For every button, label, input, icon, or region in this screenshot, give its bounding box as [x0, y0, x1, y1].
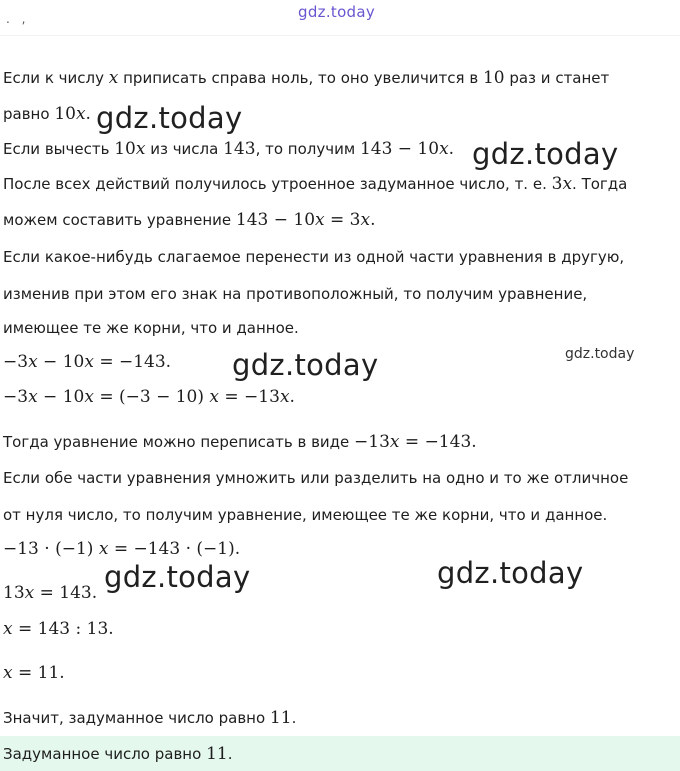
watermark: gdz.today	[437, 556, 584, 590]
watermark: gdz.today	[472, 137, 619, 171]
answer-box	[0, 736, 680, 771]
equation-line-1: −3x − 10x = −143.	[3, 352, 172, 372]
divider	[0, 35, 680, 36]
text-line-1: Если к числу x приписать справа ноль, то оно увеличится в 10 раз и станет	[3, 68, 610, 88]
equation-line-5: x = 143 : 13.	[3, 619, 114, 639]
equation-line-4: 13x = 143.	[3, 583, 98, 603]
text-line-11: от нуля число, то получим уравнение, имеющее те же корни, что и данное.	[3, 506, 608, 524]
text-line-8: имеющее те же корни, что и данное.	[3, 319, 299, 337]
text-line-3: Если вычесть 10x из числа 143, то получим 143 − 10x.	[3, 139, 455, 159]
answer-text: Задуманное число равно 11.	[3, 744, 233, 764]
text-line-2: равно 10x.	[3, 104, 91, 124]
watermark: gdz.today	[96, 101, 243, 135]
text-line-7: изменив при этом его знак на противоположный, то получим уравнение,	[3, 285, 588, 303]
top-cut-fragment: . ,	[6, 12, 30, 26]
watermark-small: gdz.today	[565, 346, 635, 362]
text-line-9: Тогда уравнение можно переписать в виде −13x = −143.	[3, 432, 477, 452]
equation-line-3: −13 · (−1) x = −143 · (−1).	[3, 539, 241, 559]
watermark: gdz.today	[232, 348, 379, 382]
text-line-4: После всех действий получилось утроенное задуманное число, т. е. 3x. Тогда	[3, 174, 628, 194]
equation-line-2: −3x − 10x = (−3 − 10) x = −13x.	[3, 387, 295, 407]
watermark: gdz.today	[104, 560, 251, 594]
text-line-10: Если обе части уравнения умножить или разделить на одно и то же отличное	[3, 469, 629, 487]
conclusion-line: Значит, задуманное число равно 11.	[3, 708, 297, 728]
text-line-6: Если какое-нибудь слагаемое перенести из одной части уравнения в другую,	[3, 248, 625, 266]
equation-line-6: x = 11.	[3, 663, 65, 683]
watermark-top: gdz.today	[298, 3, 376, 21]
text-line-5: можем составить уравнение 143 − 10x = 3x.	[3, 210, 376, 230]
